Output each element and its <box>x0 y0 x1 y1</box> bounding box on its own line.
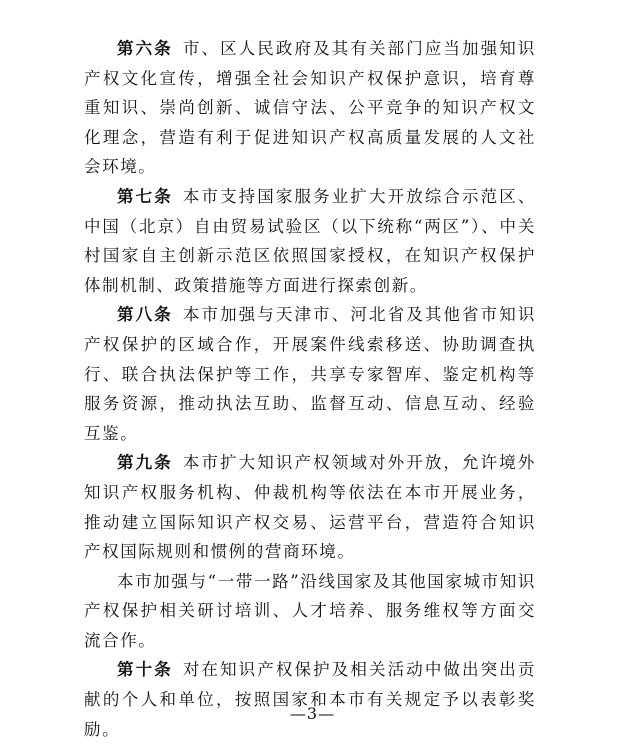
article-label: 第八条 <box>117 305 173 325</box>
article-text: 对在知识产权保护及相关活动中做出突出贡献的个人和单位，按照国家和本市有关规定予以表彰奖励。 <box>84 660 536 739</box>
article-label: 第七条 <box>117 186 173 206</box>
page-number: —3— <box>289 704 336 723</box>
paragraph-text: 本市加强与“一带一路”沿线国家及其他国家城市知识产权保护相关研讨培训、人才培养、服务维权等方面交流合作。 <box>84 571 536 650</box>
article-text: 本市加强与天津市、河北省及其他省市知识产权保护的区域合作，开展案件线索移送、协助调查执行、联合执法保护等工作，共享专家智库、鉴定机构等服务资源，推动执法互助、监督互动、信息互动、经验互鉴。 <box>84 305 536 443</box>
article-label: 第六条 <box>117 39 173 58</box>
article-10 <box>84 655 536 744</box>
article-8 <box>84 300 536 448</box>
article-6 <box>84 34 536 182</box>
article-text: 市、区人民政府及其有关部门应当加强知识产权文化宣传，增强全社会知识产权保护意识，培育尊重知识、崇尚创新、诚信守法、公平竞争的知识产权文化理念，营造有利于促进知识产权高质量发展的人文社会环境。 <box>84 39 536 177</box>
document-body <box>84 34 536 744</box>
article-text: 本市扩大知识产权领域对外开放，允许境外知识产权服务机构、仲裁机构等依法在本市开展业务，推动建立国际知识产权交易、运营平台，营造符合知识产权国际规则和惯例的营商环境。 <box>84 453 536 562</box>
article-9 <box>84 448 536 566</box>
article-label: 第九条 <box>117 453 173 473</box>
article-9-paragraph-2 <box>84 567 536 656</box>
article-text: 本市支持国家服务业扩大开放综合示范区、中国（北京）自由贸易试验区（以下统称“两区”）、中关村国家自主创新示范区依照国家授权，在知识产权保护体制机制、政策措施等方面进行探索创新。 <box>84 186 536 295</box>
article-7 <box>84 182 536 300</box>
article-label: 第十条 <box>117 660 173 680</box>
